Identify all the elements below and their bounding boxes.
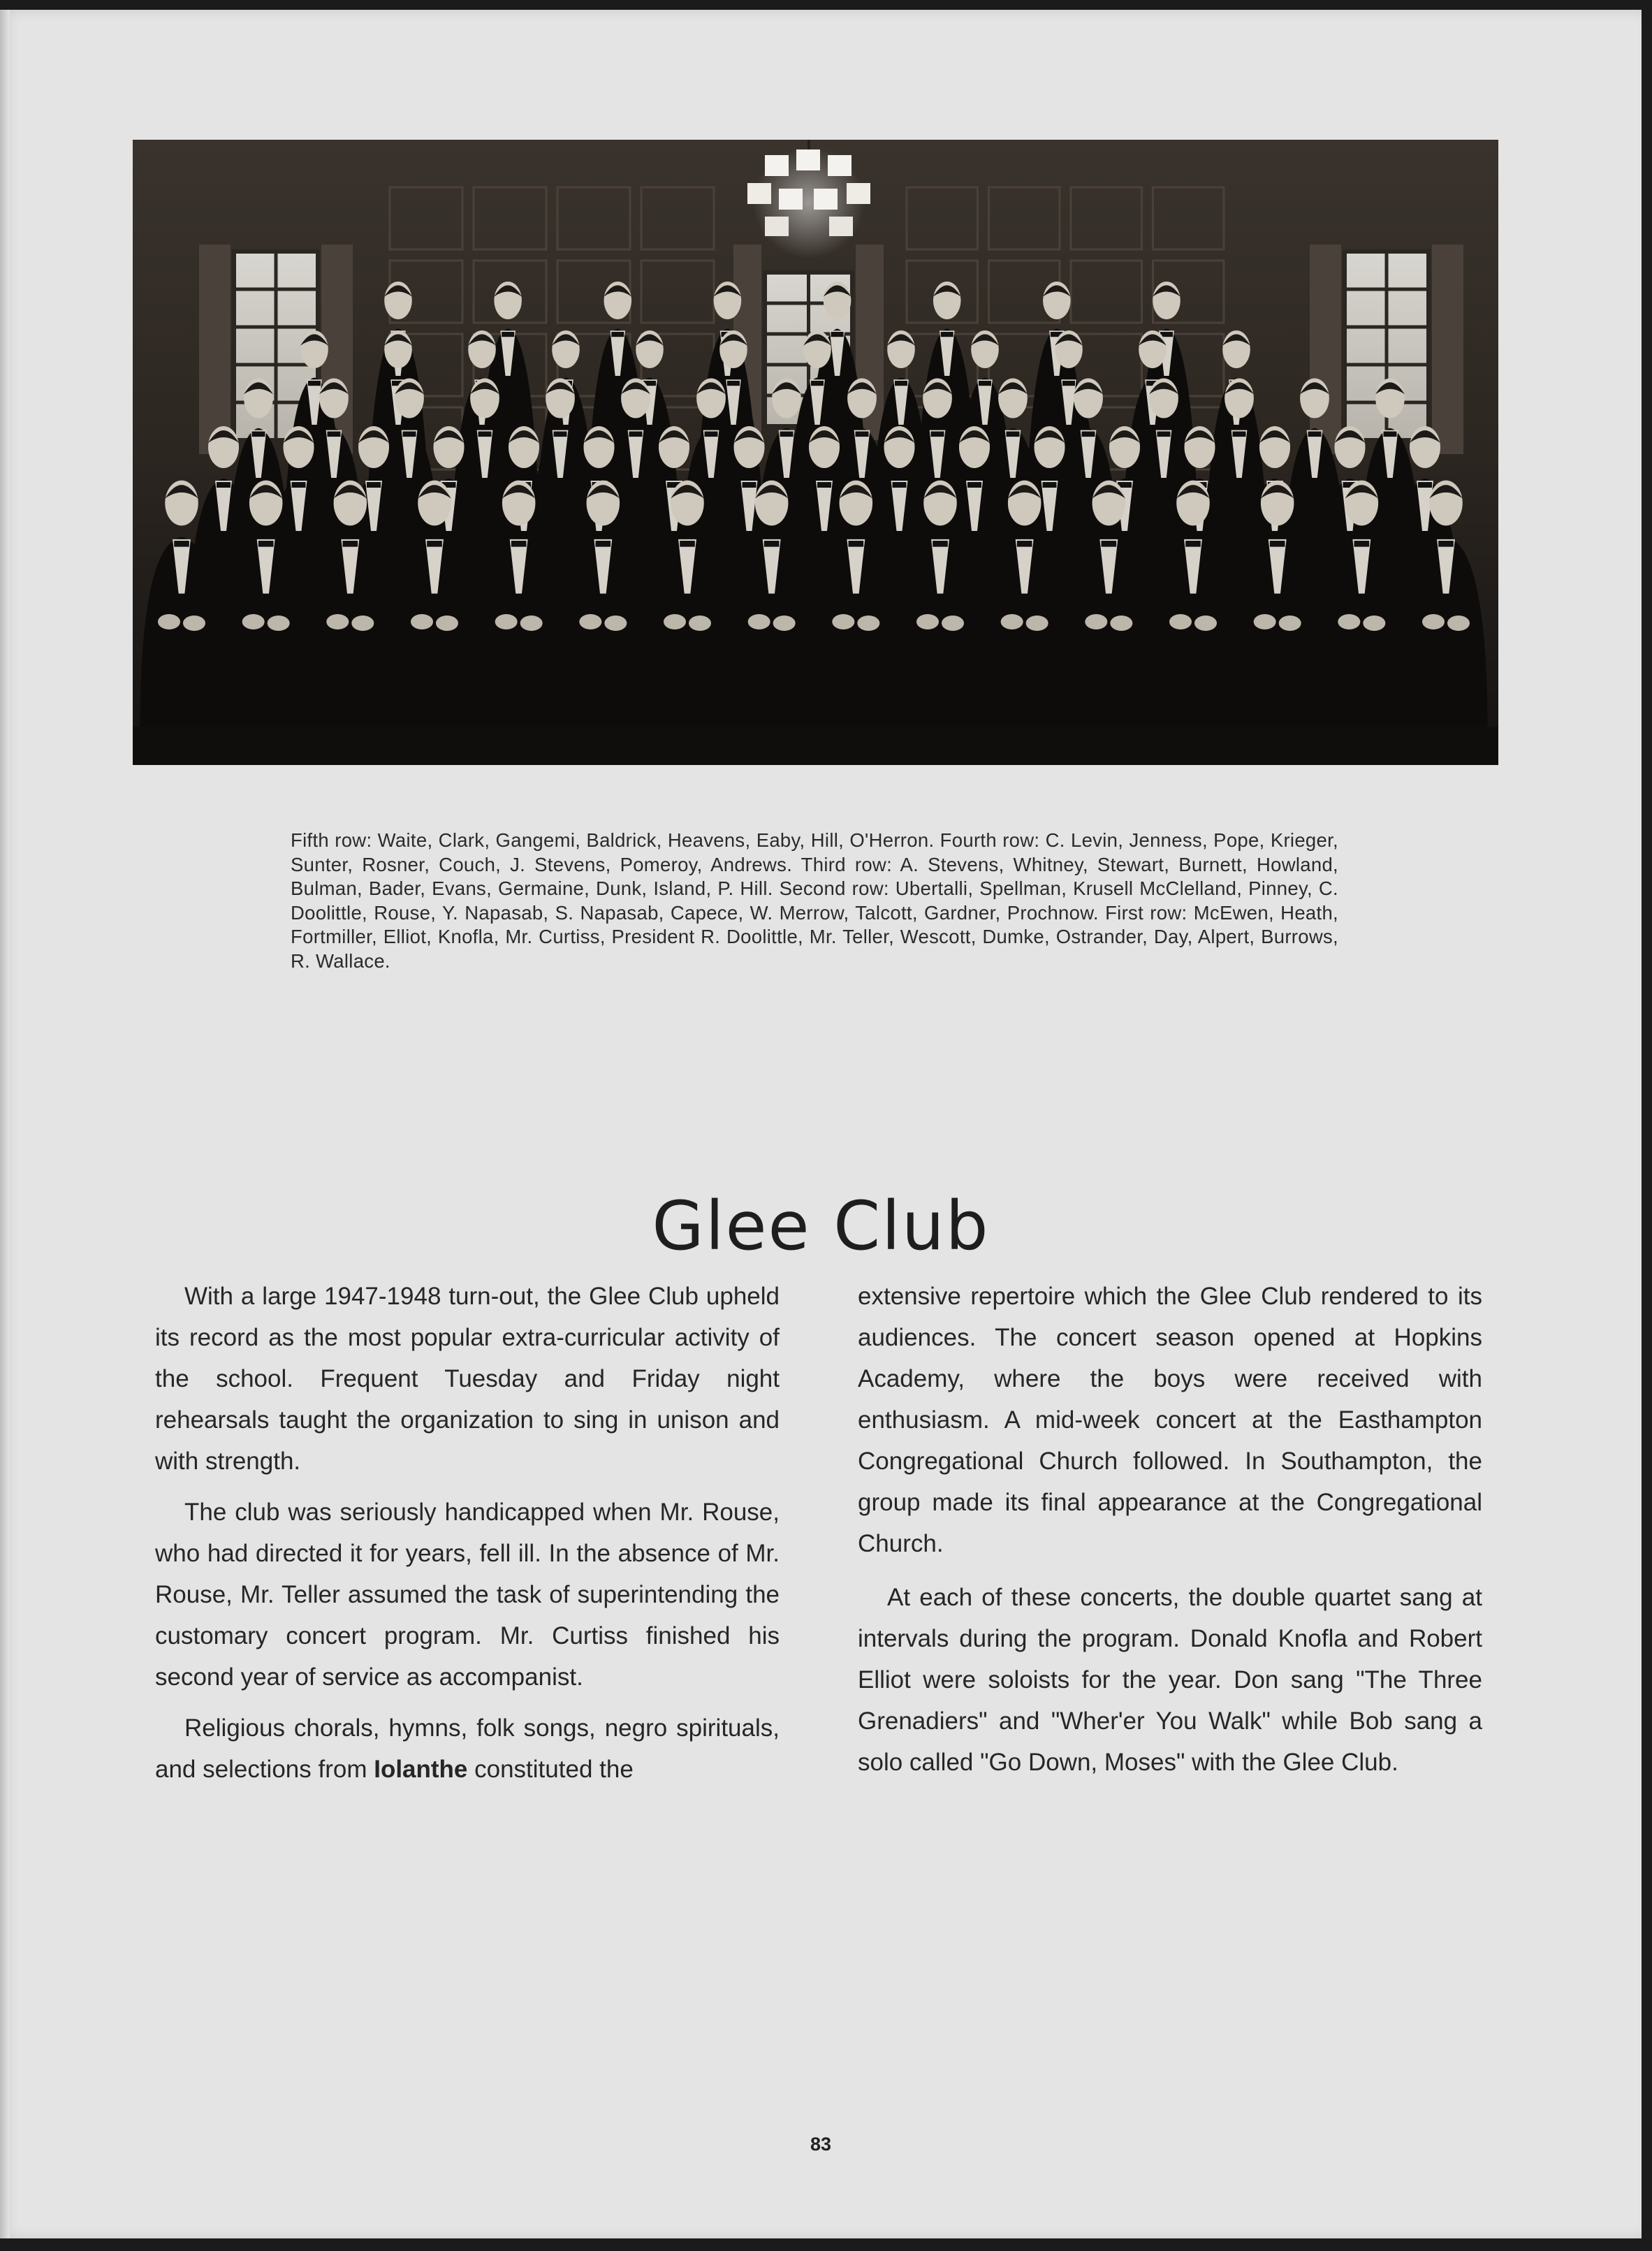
hand bbox=[942, 615, 964, 631]
hand bbox=[326, 614, 349, 629]
yearbook-page bbox=[0, 10, 1642, 2238]
hand bbox=[351, 615, 374, 631]
hand bbox=[1085, 614, 1107, 629]
paragraph: The club was seriously handicapped when Mr. Rouse, who had directed it for years, fell ill. In the absence of Mr. Rouse, Mr. Teller assumed the task of superintending the customary concert program. Mr. Curtiss finished his second year of service as accompanist. bbox=[155, 1499, 780, 1691]
hand bbox=[242, 614, 265, 629]
hand bbox=[832, 614, 854, 629]
hand bbox=[916, 614, 939, 629]
hand bbox=[1363, 615, 1385, 631]
hand bbox=[857, 615, 879, 631]
hand bbox=[664, 614, 686, 629]
hand bbox=[1169, 614, 1192, 629]
hand bbox=[1447, 615, 1470, 631]
paragraph: With a large 1947-1948 turn-out, the Glee Club upheld its record as the most popular extra-curricular activity of the school. Frequent Tuesday and Friday night rehearsals taught the organization to sing in unison and with strength. bbox=[155, 1283, 780, 1475]
hand bbox=[1254, 614, 1276, 629]
paragraph bbox=[155, 1707, 780, 1790]
paragraph: At each of these concerts, the double quartet sang at intervals during the program. Donald Knofla and Robert Elliot were soloists for the year. Don sang "The Three Grenadiers" and "Wher'er You Walk" while Bob sang a solo called "Go Down, Moses" with the Glee Club. bbox=[858, 1584, 1482, 1776]
hand bbox=[1110, 615, 1132, 631]
hand bbox=[748, 614, 770, 629]
hand bbox=[411, 614, 433, 629]
hand bbox=[1279, 615, 1301, 631]
operetta-title: Iolanthe bbox=[374, 1756, 468, 1783]
hand bbox=[579, 614, 601, 629]
hand bbox=[520, 615, 543, 631]
hand bbox=[1001, 614, 1023, 629]
hand bbox=[495, 614, 518, 629]
page-title: Glee Club bbox=[652, 1187, 990, 1265]
group-photo-illustration bbox=[133, 140, 1498, 765]
hand bbox=[158, 614, 180, 629]
article-column-right bbox=[858, 1276, 1482, 1793]
hand bbox=[773, 615, 796, 631]
hand bbox=[689, 615, 711, 631]
hand bbox=[1338, 614, 1360, 629]
hand bbox=[183, 615, 205, 631]
page-gutter-shadow bbox=[0, 10, 10, 2238]
hand bbox=[436, 615, 458, 631]
hand bbox=[1422, 614, 1445, 629]
hand bbox=[1026, 615, 1048, 631]
paragraph: extensive repertoire which the Glee Club rendered to its audiences. The concert season opened at Hopkins Academy, where the boys were received with enthusiasm. A mid-week concert at the Easthampton Congregational Church followed. In Southampton, the group made its final appearance at the Congregational Church. bbox=[858, 1283, 1482, 1557]
page-number: 83 bbox=[810, 2134, 832, 2155]
hand bbox=[1194, 615, 1217, 631]
paragraph-text: constituted the bbox=[467, 1756, 634, 1783]
hand bbox=[604, 615, 627, 631]
hand bbox=[268, 615, 290, 631]
group-photo bbox=[133, 140, 1498, 765]
article-column-left bbox=[155, 1276, 780, 1800]
paragraph-text: Religious chorals, hymns, folk songs, negro spirituals, and selections from bbox=[155, 1714, 780, 1783]
photo-caption: Fifth row: Waite, Clark, Gangemi, Baldrick, Heavens, Eaby, Hill, O'Herron. Fourth row: C. Levin, Jenness, Pope, Krieger, Sunter, Rosner, Couch, J. Stevens, Pomeroy, Andrews. Third row: A. Stevens, Whitney, Stewart, Burnett, Howland, Bulman, Bader, Evans, Germaine, Dunk, Island, P. Hill. Second row: Ubertalli, Spellman, Krusell McClelland, Pinney, C. Doolittle, Rouse, Y. Napasab, S. Napasab, Capece, W. Merrow, Talcott, Gardner, Prochnow. First row: McEwen, Heath, Fortmiller, Elliot, Knofla, Mr. Curtiss, President R. Doolittle, Mr. Teller, Wescott, Dumke, Ostrander, Day, Alpert, Burrows, R. Wallace. bbox=[291, 829, 1338, 972]
